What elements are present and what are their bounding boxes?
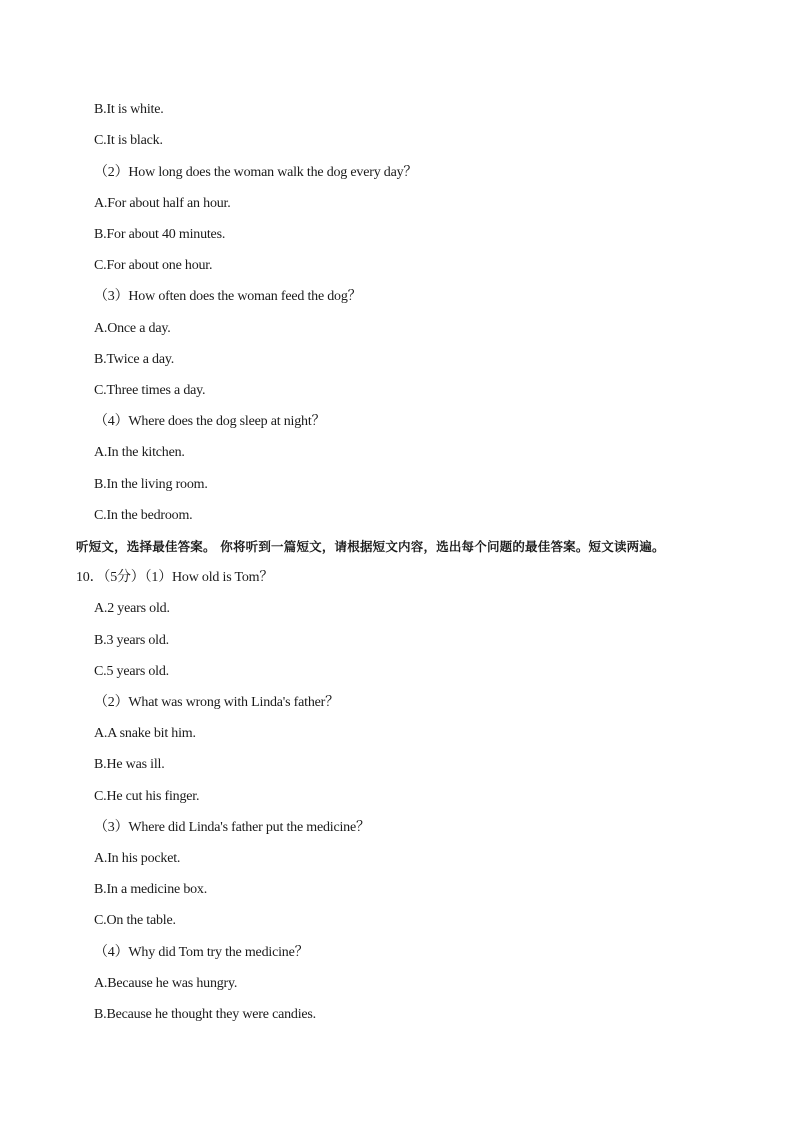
option-a: A.A snake bit him.	[94, 726, 196, 741]
option-b: B.In the living room.	[94, 477, 208, 492]
option-b: B.For about 40 minutes.	[94, 227, 226, 242]
option-b: B.It is white.	[94, 102, 164, 117]
option-b: B.3 years old.	[94, 633, 169, 648]
option-a: A.In the kitchen.	[94, 445, 185, 460]
option-c: C.5 years old.	[94, 664, 169, 679]
option-c: C.He cut his finger.	[94, 789, 200, 804]
option-a: A.In his pocket.	[94, 851, 181, 866]
question-3: （3）How often does the woman feed the dog？	[94, 289, 362, 304]
question-3: （3）Where did Linda's father put the medicine？	[94, 820, 370, 835]
option-b: B.In a medicine box.	[94, 882, 208, 897]
option-b: B.Because he thought they were candies.	[94, 1007, 316, 1022]
section-instruction: 听短文，选择最佳答案。 你将听到一篇短文，请根据短文内容，选出每个问题的最佳答案。短文读两遍。	[76, 539, 665, 554]
option-a: A.For about half an hour.	[94, 196, 231, 211]
question-10-header: 10．（5分）（1）How old is Tom？	[76, 570, 274, 585]
option-c: C.On the table.	[94, 913, 176, 928]
question-4: （4）Where does the dog sleep at night？	[94, 414, 326, 429]
option-c: C.Three times a day.	[94, 383, 206, 398]
option-c: C.It is black.	[94, 133, 163, 148]
option-b: B.He was ill.	[94, 757, 165, 772]
option-b: B.Twice a day.	[94, 352, 175, 367]
option-c: C.For about one hour.	[94, 258, 213, 273]
question-4: （4）Why did Tom try the medicine？	[94, 945, 309, 960]
option-c: C.In the bedroom.	[94, 508, 193, 523]
option-a: A.2 years old.	[94, 601, 170, 616]
option-a: A.Once a day.	[94, 321, 171, 336]
option-a: A.Because he was hungry.	[94, 976, 238, 991]
question-2: （2）How long does the woman walk the dog every day？	[94, 165, 418, 180]
question-2: （2）What was wrong with Linda's father？	[94, 695, 339, 710]
